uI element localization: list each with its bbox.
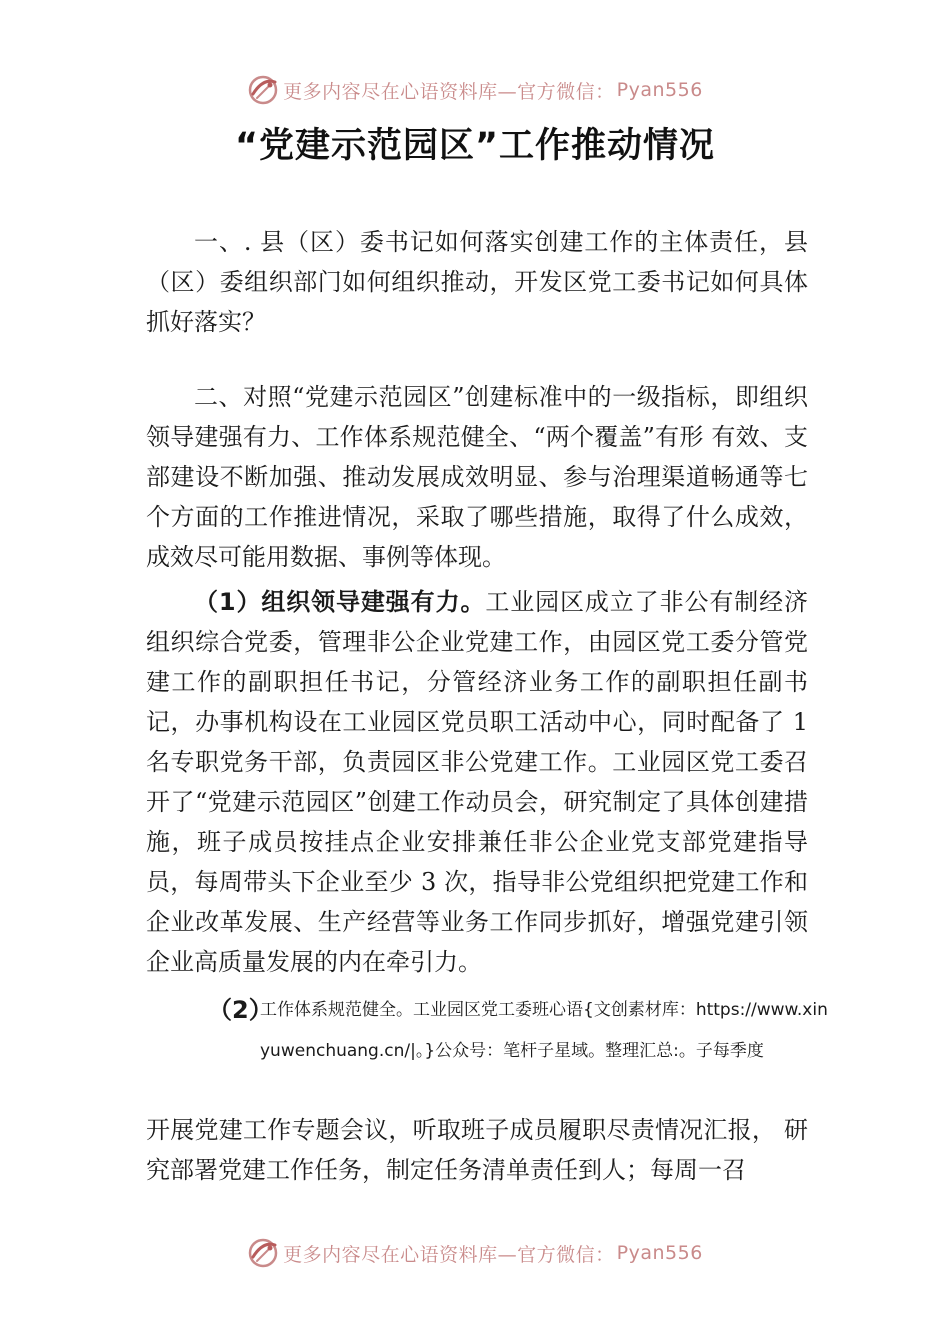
header-watermark (0, 70, 950, 110)
footer-watermark (0, 1233, 950, 1273)
watermark-wechat-id: Pyan556 (616, 79, 703, 101)
paragraph-1: 一、. 县（区）委书记如何落实创建工作的主体责任，县（区）委组织部门如何组织推动，开发区党工委书记如何具体抓好落实？ (146, 228, 808, 336)
paragraph-5: 开展党建工作专题会议，听取班子成员履职尽责情况汇报， 研究部署党建工作任务，制定任务清单责任到人；每周一召 (146, 1116, 808, 1184)
watermark-text: 更多内容尽在心语资料库—官方微信： (283, 1243, 615, 1266)
watermark-logo-icon (247, 1237, 279, 1269)
watermark-logo-icon (247, 74, 279, 106)
paragraph-4 (208, 990, 838, 1072)
paragraph-4-number: （2） (208, 996, 273, 1024)
watermark-text: 更多内容尽在心语资料库—官方微信： (283, 80, 615, 103)
watermark-wechat-id: Pyan556 (616, 1242, 703, 1264)
paragraph-2: 二、对照“党建示范园区”创建标准中的一级指标，即组织领导建强有力、工作体系规范健全、“两个覆盖”有形 有效、支部建设不断加强、推动发展成效明显、参与治理渠道畅通等七个方面的工作推进情况，采取了哪些措施，取得了什么成效，成效尽可能用数据、事例等体现。 (146, 383, 808, 571)
paragraph-3-heading: （1）组织领导建强有力。 (194, 588, 486, 616)
document-title: “党建示范园区”工作推动情况 (234, 126, 715, 166)
paragraph-3 (146, 582, 808, 982)
paragraph-3-body: 工业园区成立了非公有制经济组织综合党委，管理非公企业党建工作，由园区党工委分管党建工作的副职担任书记，分管经济业务工作的副职担任副书记，办事机构设在工业园区党员职工活动中心，同时配备了 1 名专职党务干部，负责园区非公党建工作。工业园区党工委召开了“党建示范园区”创建工作动员会，研究制定了具体创建措施，班子成员按挂点企业安排兼任非公企业党支部党建指导员，每周带头下企业至少 3 次，指导非公党组织把党建工作和企业改革发展、生产经营等业务工作同步抓好，增强党建引领企业高质量发展的内在牵引力。 (146, 588, 809, 976)
paragraph-4-body: 工作体系规范健全。工业园区党工委班心语{文创素材库：https://www.xinyuwenchuang.cn/|。}公众号：笔杆子星域。整理汇总:。子每季度 (260, 1000, 828, 1061)
